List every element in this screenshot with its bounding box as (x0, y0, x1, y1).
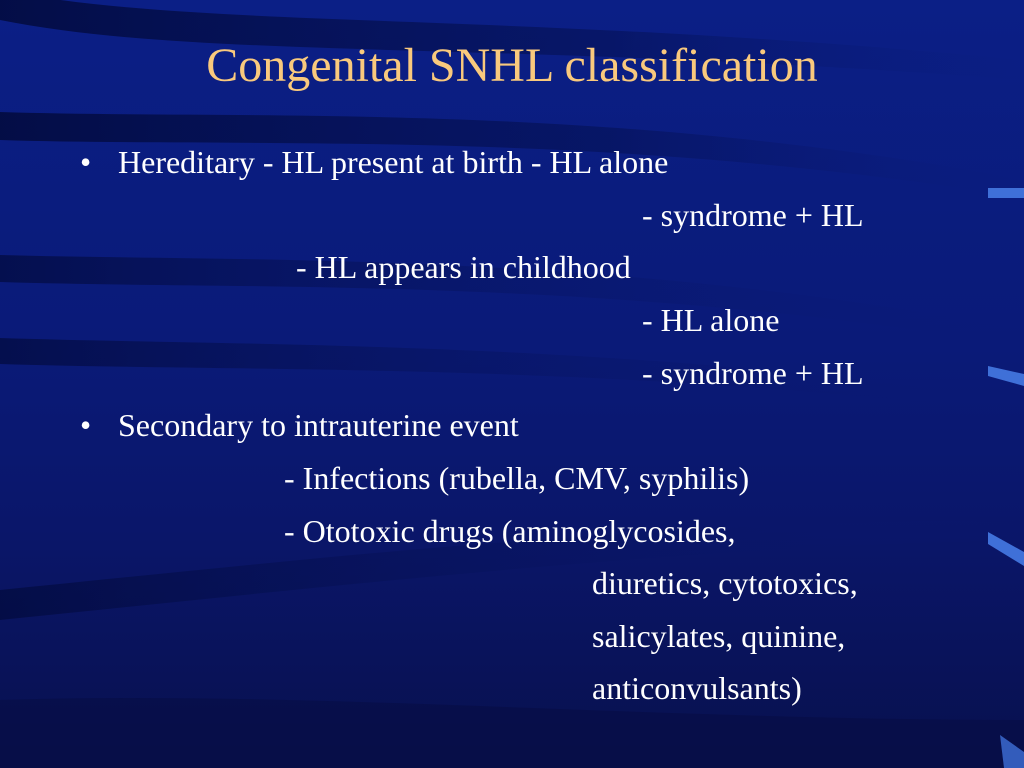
sub-line-ototoxic-drugs: - Ototoxic drugs (aminoglycosides, (284, 513, 736, 549)
sub-line-infections: - Infections (rubella, CMV, syphilis) (284, 460, 750, 496)
accent-stripe (988, 188, 1024, 198)
slide-title: Congenital SNHL classification (206, 39, 818, 92)
sub-line-drug-list: anticonvulsants) (592, 670, 802, 706)
bullet-secondary: Secondary to intrauterine event (118, 407, 519, 443)
sub-line-drug-list: diuretics, cytotoxics, (592, 565, 858, 601)
sub-line-hl-alone-childhood: - HL alone (642, 302, 780, 338)
sub-line-syndrome-hl-birth: - syndrome + HL (642, 197, 864, 233)
bullet-marker: • (80, 407, 92, 443)
sub-line-drug-list: salicylates, quinine, (592, 618, 846, 654)
accent-stripe (988, 366, 1024, 386)
bullet-marker: • (80, 144, 92, 180)
sub-line-hl-childhood: - HL appears in childhood (296, 249, 631, 285)
sub-line-syndrome-hl-childhood: - syndrome + HL (642, 355, 864, 391)
bullet-hereditary: Hereditary - HL present at birth - HL alone (118, 144, 669, 180)
